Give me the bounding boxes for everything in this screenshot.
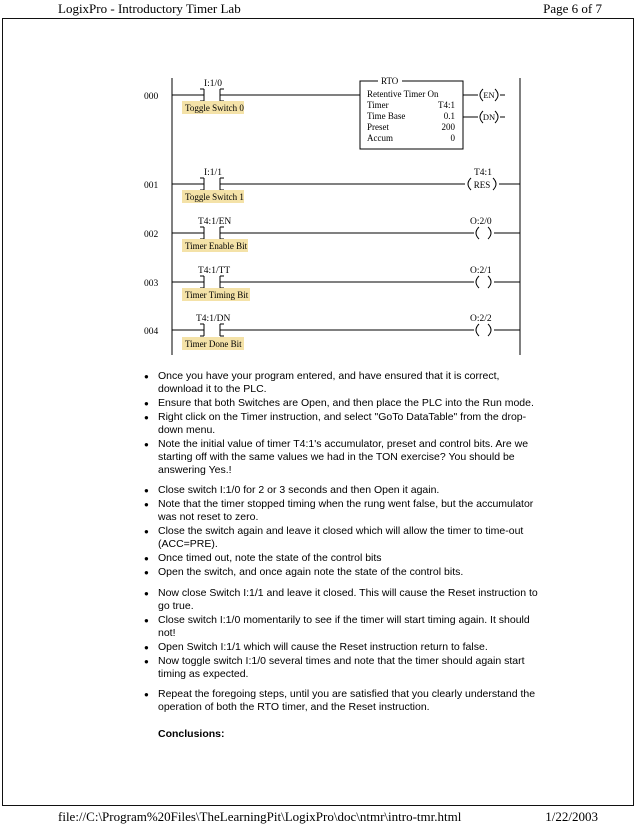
contact-address: I:1/1 [204,168,222,178]
header-page-number: Page 6 of 7 [543,1,602,16]
rto-en-output [480,89,498,101]
output-coil[interactable] [476,324,491,336]
contact-xic[interactable] [200,276,224,288]
footer-date: 1/22/2003 [545,809,598,824]
rto-row-label: Time Base [367,111,406,121]
list-item: ● Repeat the foregoing steps, until you are satisfied that you clearly understand the operation of both the RTO timer, and the Reset instruction. [142,688,542,714]
rto-row-label: Preset [367,122,389,132]
contact-description: Timer Timing Bit [185,290,249,300]
list-item: ● Now close Switch I:1/1 and leave it closed. This will cause the Reset instruction to go true. [142,587,542,613]
rto-instruction[interactable] [360,76,463,149]
contact-description: Toggle Switch 1 [185,192,244,202]
rto-row-label: Timer [367,100,389,110]
contact-description: Timer Done Bit [185,339,242,349]
contact-xic[interactable] [200,178,224,190]
contact-address: T4:1/TT [198,266,231,276]
rto-row-value: T4:1 [438,100,455,110]
list-item: ● Once timed out, note the state of the control bits [142,552,542,565]
contact-xic[interactable] [200,324,224,336]
list-item: ● Note the initial value of timer T4:1's accumulator, preset and control bits. Are we starting off with the same values we had in the TON exercise? You should be answering Yes.! [142,438,542,477]
output-coil[interactable] [476,276,491,288]
en-label: EN [483,90,495,100]
contact-xic[interactable] [200,89,224,101]
rto-row-value: 0 [450,133,455,143]
rung-number: 003 [144,279,159,289]
rto-title: RTO [381,76,399,86]
output-address: O:2/1 [470,266,492,276]
rto-row-value: 200 [441,122,455,132]
list-item: ● Once you have your program entered, and have ensured that it is correct, download it to the PLC. [142,370,542,396]
rto-row-label: Accum [367,133,393,143]
list-item: ● Right click on the Timer instruction, and select "GoTo DataTable" from the drop-down menu. [142,411,542,437]
rung-number: 002 [144,230,159,240]
rto-row-value: 0.1 [443,111,455,121]
rung-number: 004 [144,327,159,337]
dn-label: DN [482,112,496,122]
footer-path: file://C:\Program%20Files\TheLearningPit\LogixPro\doc\ntmr\intro-tmr.html [58,809,462,824]
contact-address: T4:1/EN [198,217,232,227]
rung-number: 000 [144,92,159,102]
instruction-list [142,370,542,478]
list-item: ● Now toggle switch I:1/0 several times and note that the timer should again start timing as expected. [142,655,542,681]
reset-label: RES [473,180,491,190]
instruction-list [142,688,542,715]
rto-name: Retentive Timer On [367,89,439,99]
conclusions-heading: Conclusions: [158,728,225,740]
contact-xic[interactable] [200,227,224,239]
rung-001[interactable] [144,168,520,203]
instruction-list [142,587,542,682]
rung-004[interactable] [144,314,520,350]
reset-coil[interactable] [468,178,496,190]
list-item: ● Open Switch I:1/1 which will cause the Reset instruction return to false. [142,641,542,654]
rung-000[interactable] [144,76,505,149]
output-address: O:2/2 [470,314,492,324]
instruction-list [142,484,542,580]
list-item: ● Close switch I:1/0 for 2 or 3 seconds and then Open it again. [142,484,542,497]
list-item: ● Ensure that both Switches are Open, and then place the PLC into the Run mode. [142,397,542,410]
rung-003[interactable] [144,266,520,301]
list-item: ● Close the switch again and leave it closed which will allow the timer to time-out (ACC=PRE). [142,525,542,551]
list-item: ● Note that the timer stopped timing when the rung went false, but the accumulator was not reset to zero. [142,498,542,524]
contact-address: T4:1/DN [196,314,231,324]
output-coil[interactable] [476,227,491,239]
contact-description: Timer Enable Bit [185,241,248,251]
list-item: ● Open the switch, and once again note the state of the control bits. [142,566,542,579]
ladder-diagram [0,0,638,360]
contact-address: I:1/0 [204,79,222,89]
rung-002[interactable] [144,217,520,252]
contact-description: Toggle Switch 0 [185,103,244,113]
header-title: LogixPro - Introductory Timer Lab [58,1,241,16]
output-address: T4:1 [474,168,492,178]
output-address: O:2/0 [470,217,492,227]
rto-dn-output [480,111,498,123]
rung-number: 001 [144,181,159,191]
list-item: ● Close switch I:1/0 momentarily to see if the timer will start timing again. It should not! [142,614,542,640]
